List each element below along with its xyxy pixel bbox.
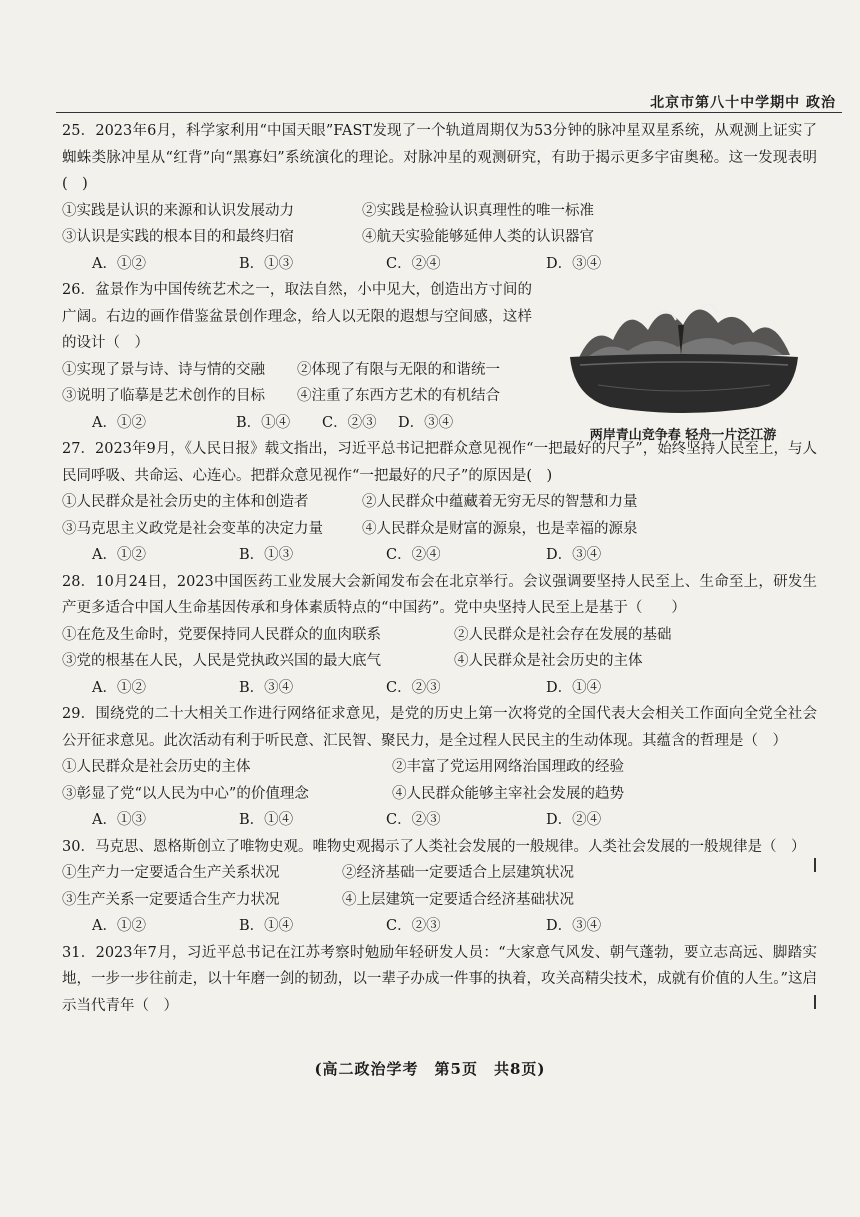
- answer-choice-d[interactable]: D．③④: [546, 255, 602, 272]
- statement-option: ④上层建筑一定要适合经济基础状况: [342, 891, 574, 908]
- statement-options: [62, 198, 817, 251]
- question-28: [62, 569, 817, 702]
- question-27: [62, 436, 817, 569]
- statement-options: [62, 622, 817, 675]
- question-stem: 25．2023年6月，科学家利用“中国天眼”FAST发现了一个轨道周期仅为53分钟的脉冲星双星系统，从观测上证实了蜘蛛类脉冲星从“红背”向“黑寡妇”系统演化的理论。对脉冲星的观测研究，有助于揭示更多宇宙奥秘。这一发现表明( ): [62, 123, 817, 192]
- statement-option: ④人民群众能够主宰社会发展的趋势: [392, 785, 624, 802]
- statement-options: [62, 489, 817, 542]
- page-footer: (高二政治学考 第5页 共8页): [314, 1060, 546, 1078]
- answer-choices: [62, 675, 817, 702]
- statement-option: ③马克思主义政党是社会变革的决定力量: [62, 520, 323, 537]
- figure-caption: 两岸青山竞争春 轻舟一片泛江游: [589, 428, 777, 443]
- statement-option: ③说明了临摹是艺术创作的目标: [62, 388, 265, 404]
- statement-option: ①在危及生命时，党要保持同人民群众的血肉联系: [62, 626, 381, 643]
- answer-choice-a[interactable]: A．①②: [92, 547, 146, 563]
- bonsai-landscape-illustration: [558, 285, 808, 420]
- statement-option: ①实现了景与诗、诗与情的交融: [62, 361, 265, 378]
- answer-choice-d[interactable]: D．①④: [546, 679, 602, 696]
- answer-choice-c[interactable]: C．②③: [386, 918, 441, 934]
- statement-option: ③生产关系一定要适合生产力状况: [62, 891, 280, 908]
- answer-choice-d[interactable]: D．③④: [398, 414, 454, 431]
- statement-options: [62, 860, 817, 913]
- question-29: [62, 701, 817, 834]
- statement-option: ①人民群众是社会历史的主体和创造者: [62, 494, 309, 510]
- question-stem: 26．盆景作为中国传统艺术之一，取法自然，小中见大，创造出方寸间的广阔。右边的画作借鉴盆景创作理念，给人以无限的遐想与空间感，这样的设计（ ）: [62, 282, 532, 351]
- statement-option: ①实践是认识的来源和认识发展动力: [62, 202, 294, 219]
- answer-choices: [62, 251, 817, 278]
- answer-choice-a[interactable]: A．①②: [92, 414, 146, 431]
- margin-mark: [814, 858, 816, 872]
- answer-choices: [62, 542, 817, 569]
- answer-choice-a[interactable]: A．①②: [92, 679, 146, 696]
- statement-option: ④人民群众是社会历史的主体: [454, 653, 643, 669]
- page-header: 北京市第八十中学期中 政治: [650, 95, 836, 111]
- answer-choice-a[interactable]: A．①③: [92, 812, 146, 828]
- statement-option: ④航天实验能够延伸人类的认识器官: [362, 229, 594, 245]
- answer-choice-c[interactable]: C．②③: [386, 679, 441, 696]
- question-stem: 29．围绕党的二十大相关工作进行网络征求意见，是党的历史上第一次将党的全国代表大会相关工作面向全党全社会公开征求意见。此次活动有利于听民意、汇民智、聚民力，是全过程人民民主的生动体现。其蕴含的哲理是（ ）: [62, 706, 817, 749]
- answer-choices: [62, 913, 817, 940]
- answer-choice-b[interactable]: B．①③: [239, 547, 294, 563]
- statement-option: ④注重了东西方艺术的有机结合: [297, 388, 500, 404]
- statement-option: ②实践是检验认识真理性的唯一标准: [362, 202, 594, 219]
- statement-option: ③认识是实践的根本目的和最终归宿: [62, 229, 294, 245]
- question-25: [62, 118, 817, 277]
- answer-choice-c[interactable]: C．②③: [386, 812, 441, 828]
- answer-choice-b[interactable]: B．①④: [239, 918, 294, 934]
- question-stem: 28．10月24日，2023中国医药工业发展大会新闻发布会在北京举行。会议强调要坚持人民至上、生命至上，研发生产更多适合中国人生命基因传承和身体素质特点的“中国药”。党中央坚持人民至上是基于（ ）: [62, 573, 817, 616]
- question-26: [62, 277, 817, 443]
- question-stem: 31．2023年7月，习近平总书记在江苏考察时勉励年轻研发人员：“大家意气风发、朝气蓬勃，要立志高远、脚踏实地，一步一步往前走，以十年磨一剑的韧劲，以一辈子办成一件事的执着，攻关高精尖技术，成就有价值的人生。”这启示当代青年（ ）: [62, 944, 817, 1014]
- answer-choice-b[interactable]: B．①④: [236, 414, 291, 431]
- answer-choice-c[interactable]: C．②④: [386, 255, 441, 272]
- question-31: [62, 940, 817, 1020]
- answer-choice-b[interactable]: B．①④: [239, 812, 294, 828]
- answer-choice-d[interactable]: D．②④: [546, 812, 602, 828]
- statement-option: ②经济基础一定要适合上层建筑状况: [342, 865, 574, 881]
- answer-choices: [62, 807, 817, 834]
- answer-choice-c[interactable]: C．②③: [322, 414, 377, 431]
- margin-mark: [814, 995, 816, 1009]
- statement-option: ④人民群众是财富的源泉，也是幸福的源泉: [362, 520, 638, 537]
- answer-choice-a[interactable]: A．①②: [92, 918, 146, 934]
- statement-option: ①人民群众是社会历史的主体: [62, 759, 251, 775]
- answer-choice-b[interactable]: B．③④: [239, 679, 294, 696]
- statement-option: ③彰显了党“以人民为中心”的价值理念: [62, 785, 309, 802]
- statement-option: ②人民群众是社会存在发展的基础: [454, 626, 672, 643]
- question-30: [62, 834, 817, 940]
- statement-option: ②体现了有限与无限的和谐统一: [297, 361, 500, 378]
- statement-options: [62, 754, 817, 807]
- answer-choice-b[interactable]: B．①③: [239, 255, 294, 272]
- question-stem: 30．马克思、恩格斯创立了唯物史观。唯物史观揭示了人类社会发展的一般规律。人类社会发展的一般规律是（ ）: [62, 838, 806, 855]
- answer-choice-c[interactable]: C．②④: [386, 547, 441, 563]
- statement-option: ①生产力一定要适合生产关系状况: [62, 865, 280, 881]
- question-list: [62, 118, 817, 1019]
- statement-option: ②丰富了党运用网络治国理政的经验: [392, 759, 624, 775]
- answer-choice-d[interactable]: D．③④: [546, 918, 602, 934]
- question-stem: 27．2023年9月，《人民日报》载文指出，习近平总书记把群众意见视作“一把最好的尺子”，始终坚持人民至上，与人民同呼吸、共命运、心连心。把群众意见视作“一把最好的尺子”的原因是( ): [62, 441, 817, 484]
- answer-choice-d[interactable]: D．③④: [546, 547, 602, 563]
- statement-option: ③党的根基在人民，人民是党执政兴国的最大底气: [62, 653, 381, 669]
- header-rule: [56, 112, 842, 113]
- answer-choice-a[interactable]: A．①②: [92, 255, 146, 272]
- statement-option: ②人民群众中蕴藏着无穷无尽的智慧和力量: [362, 494, 638, 510]
